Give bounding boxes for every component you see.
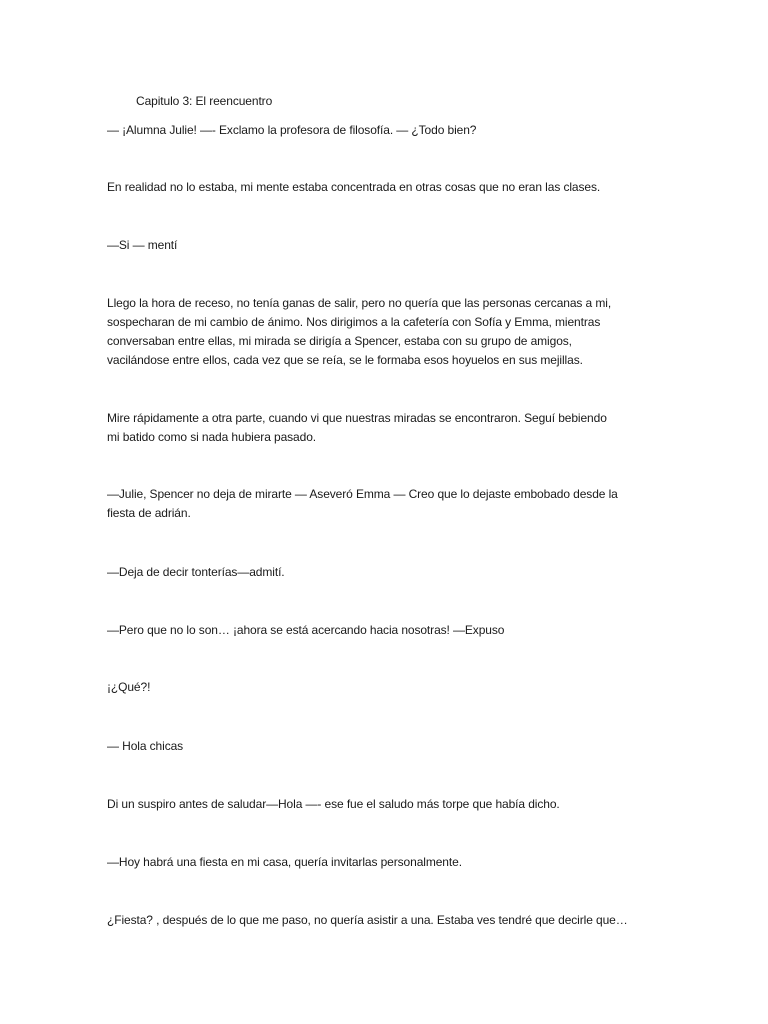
paragraph-line: —Si — mentí [107, 238, 178, 252]
chapter-title: Capitulo 3: El reencuentro [136, 94, 273, 108]
paragraph [107, 236, 667, 255]
paragraph-line: —Hoy habrá una fiesta en mi casa, quería invitarlas personalmente. [107, 855, 462, 869]
paragraph [107, 795, 667, 814]
paragraph [107, 409, 667, 447]
paragraph-line: — Hola chicas [107, 739, 184, 753]
paragraph-line: —Pero que no lo son… ¡ahora se está acercando hacia nosotras! —Expuso [107, 623, 505, 637]
paragraph [107, 678, 667, 697]
paragraph [107, 294, 667, 370]
paragraph-line: Mire rápidamente a otra parte, cuando vi que nuestras miradas se encontraron. Seguí bebiendo [107, 411, 607, 425]
paragraph-line: ¡¿Qué?! [107, 680, 151, 694]
paragraph [107, 485, 667, 523]
paragraph-line: vacilándose entre ellos, cada vez que se reía, se le formaba esos hoyuelos en sus mejillas. [107, 353, 583, 367]
paragraph-line: mi batido como si nada hubiera pasado. [107, 430, 317, 444]
paragraph-line: —Julie, Spencer no deja de mirarte — Aseveró Emma — Creo que lo dejaste embobado desde la [107, 487, 618, 501]
paragraph-line: conversaban entre ellas, mi mirada se dirigía a Spencer, estaba con su grupo de amigos, [107, 334, 572, 348]
paragraph-line: Di un suspiro antes de saludar—Hola —- ese fue el saludo más torpe que había dicho. [107, 797, 560, 811]
paragraph [107, 911, 667, 930]
paragraph [107, 737, 667, 756]
paragraph [107, 563, 667, 582]
paragraph [107, 621, 667, 640]
paragraph-line: —Deja de decir tonterías—admití. [107, 565, 285, 579]
paragraph [107, 121, 667, 140]
paragraph-line: En realidad no lo estaba, mi mente estaba concentrada en otras cosas que no eran las clases. [107, 180, 601, 194]
paragraph-line: ¿Fiesta? , después de lo que me paso, no quería asistir a una. Estaba ves tendré que decirle que… [107, 913, 628, 927]
paragraph [107, 853, 667, 872]
paragraph-line: — ¡Alumna Julie! —- Exclamo la profesora de filosofía. — ¿Todo bien? [107, 123, 477, 137]
paragraph-line: sospecharan de mi cambio de ánimo. Nos dirigimos a la cafetería con Sofía y Emma, mientras [107, 315, 601, 329]
paragraph [107, 178, 667, 197]
paragraph-line: Llego la hora de receso, no tenía ganas de salir, pero no quería que las personas cercanas a mi, [107, 296, 612, 310]
paragraph-line: fiesta de adrián. [107, 506, 191, 520]
